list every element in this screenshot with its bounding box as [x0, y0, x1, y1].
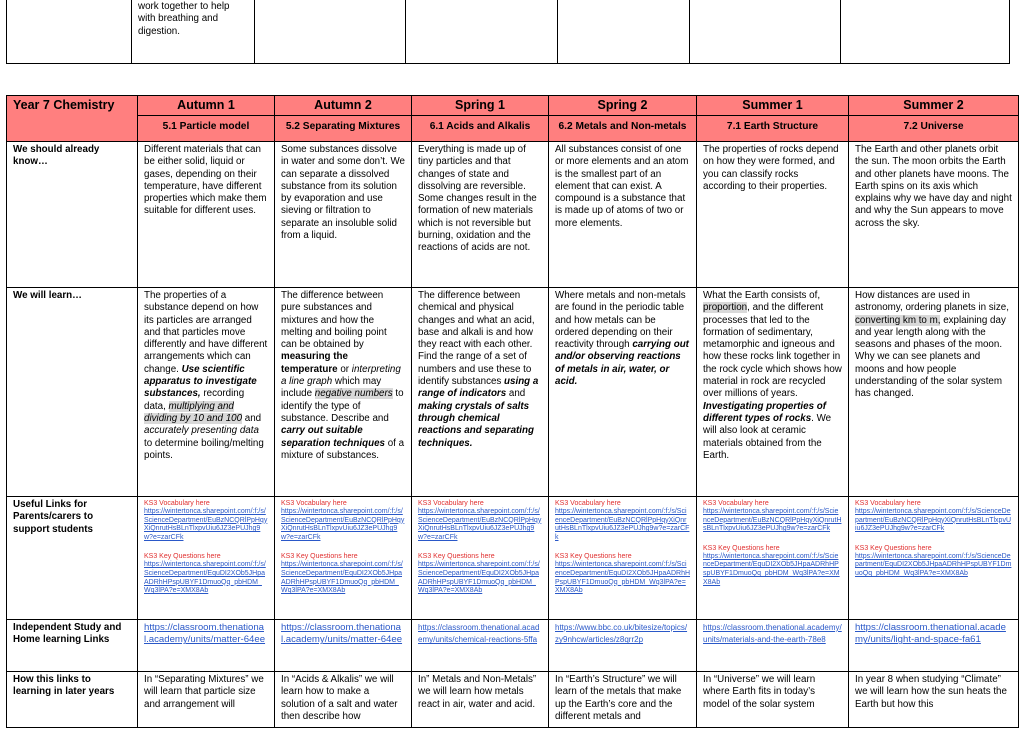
learn-text: , and the different processes that led to the formation of sedimentary, metamorphic and igneous and how these rocks link together in the rock cycle which shows how material in rock are recycled over millions of years.	[703, 302, 842, 400]
learn-text: The difference between pure substances and mixtures and how the melting and boiling point can be obtained by	[281, 290, 387, 351]
term-header: Summer 2	[849, 96, 1019, 116]
row-label-later: How this links to learning in later years	[7, 672, 138, 728]
links-cell	[138, 497, 275, 620]
term-header-row	[7, 96, 1019, 116]
later-row	[7, 672, 1019, 728]
vocabulary-link[interactable]: KS3 Vocabulary here	[144, 500, 210, 507]
row-label-independent: Independent Study and Home learning Links	[7, 620, 138, 672]
vocabulary-link[interactable]: KS3 Vocabulary here	[281, 500, 347, 507]
learn-text: . We will also look at ceramic materials obtained from the Earth.	[703, 412, 832, 461]
independent-link[interactable]: https://www.bbc.co.uk/bitesize/topics/zy9nhcw/articles/z8qrr2p	[555, 623, 688, 645]
know-cell: The properties of rocks depend on how they were formed, and you can classify rocks according to their properties.	[697, 142, 849, 288]
unit-header: 6.2 Metals and Non-metals	[549, 116, 697, 142]
empty-cell	[255, 0, 406, 64]
independent-link[interactable]: https://classroom.thenational.academy/units/matter-64ee	[144, 622, 266, 646]
vocabulary-url[interactable]: https://wintertonca.sharepoint.com/:f:/s/ScienceDepartment/EuBzNCQRlPpHqyXiQnrutHsBLnTlxpvUiu6JZ3ePUJhg9w?e=zarCFk	[555, 508, 690, 541]
learn-emphasis: using a range of indicators	[418, 376, 539, 400]
key-questions-url[interactable]: https://wintertonca.sharepoint.com/:f:/s/ScienceDepartment/EquDI2XOb5JHpaADRhHPspUBYF1DmuoQq_pbHDM_Wq3lPA?e=XMX8Ab	[855, 552, 1012, 577]
key-questions-url[interactable]: https://wintertonca.sharepoint.com/:f:/s/ScienceDepartment/EquDI2XOb5JHpaADRhHPspUBYF1DmuoQq_pbHDM_Wq3lPA?e=XMX8Ab	[418, 561, 540, 595]
independent-cell	[549, 620, 697, 672]
learn-text: What the Earth consists of,	[703, 290, 821, 301]
key-questions-url[interactable]: https://wintertonca.sharepoint.com/:f:/s/ScienceDepartment/EquDI2XOb5JHpaADRhHPspUBYF1DmuoQq_pbHDM_Wq3lPA?e=XMX8Ab	[555, 561, 691, 595]
unit-header: 5.2 Separating Mixtures	[275, 116, 412, 142]
learn-cell	[275, 288, 412, 497]
learn-text: How distances are used in astronomy, ordering planets in size,	[855, 290, 1009, 314]
unit-header: 6.1 Acids and Alkalis	[412, 116, 549, 142]
vocabulary-url[interactable]: https://wintertonca.sharepoint.com/:f:/s/ScienceDepartment/EuBzNCQRlPpHqyXiQnrutHsBLnTlxpvUiu6JZ3ePUJhg9w?e=zarCFk	[703, 508, 842, 533]
independent-link[interactable]: https://classroom.thenational.academy/units/light-and-space-fa61	[855, 622, 1006, 646]
key-questions-link[interactable]: KS3 Key Questions here	[418, 553, 495, 561]
know-cell: Different materials that can be either solid, liquid or gases, depending on their temperature, have different properties which make them suitable for different uses.	[138, 142, 275, 288]
know-cell: The Earth and other planets orbit the sun. The moon orbits the Earth and other planets have moons. The Earth spins on its axis which explains why we have day and night and why the Sun appears to move across the sky.	[849, 142, 1019, 288]
key-questions-link[interactable]: KS3 Key Questions here	[281, 553, 358, 561]
later-cell: In “Universe” we will learn where Earth fits in today’s model of the solar system	[697, 672, 849, 728]
learn-text: which may include	[281, 376, 382, 400]
key-questions-url[interactable]: https://wintertonca.sharepoint.com/:f:/s/ScienceDepartment/EquDI2XOb5JHpaADRhHPspUBYF1DmuoQq_pbHDM_Wq3lPA?e=XMX8Ab	[144, 561, 266, 595]
independent-link[interactable]: https://classroom.thenational.academy/units/chemical-reactions-5ffa	[418, 623, 540, 645]
links-row	[7, 497, 1019, 620]
row-label-learn: We will learn…	[7, 288, 138, 497]
independent-cell	[275, 620, 412, 672]
learn-emphasis: measuring the temperature	[281, 351, 348, 375]
unit-header: 7.1 Earth Structure	[697, 116, 849, 142]
learn-text: The properties of a substance depend on how its particles are arranged and that particles move differently and have different arrangements which can change.	[144, 290, 268, 375]
term-header: Spring 2	[549, 96, 697, 116]
term-header: Spring 1	[412, 96, 549, 116]
learn-text: explaining day and year length along with the seasons and phases of the moon. Why we can see planets and moons and how people understanding of the solar system has changed.	[855, 314, 1006, 400]
key-questions-link[interactable]: KS3 Key Questions here	[703, 544, 780, 552]
know-row	[7, 142, 1019, 288]
know-cell: Some substances dissolve in water and some don’t. We can separate a dissolved substance from its solution by evaporation and use sieving or filtration to separate an insoluble solid from a liquid.	[275, 142, 412, 288]
vocabulary-link[interactable]: KS3 Vocabulary here	[703, 500, 769, 507]
learn-emphasis: Use scientific apparatus to investigate substances,	[144, 363, 257, 400]
previous-table-fragment	[6, 0, 1010, 64]
learn-highlight: proportion	[703, 302, 748, 314]
term-header: Autumn 2	[275, 96, 412, 116]
independent-link[interactable]: https://classroom.thenational.academy/units/materials-and-the-earth-78e8	[703, 623, 842, 645]
key-questions-link[interactable]: KS3 Key Questions here	[144, 553, 221, 561]
table-cell: work together to help with breathing and digestion.	[132, 0, 255, 64]
row-label-know: We should already know…	[7, 142, 138, 288]
vocabulary-url[interactable]: https://wintertonca.sharepoint.com/:f:/s/ScienceDepartment/EuBzNCQRlPpHqyXiQnrutHsBLnTlxpvUiu6JZ3ePUJhg9w?e=zarCFk	[281, 508, 405, 541]
independent-cell	[412, 620, 549, 672]
learn-emphasis: carry out suitable separation techniques	[281, 425, 385, 449]
learn-text: and	[506, 388, 526, 400]
learn-row	[7, 288, 1019, 497]
learn-text: recording data,	[144, 388, 245, 412]
vocabulary-url[interactable]: https://wintertonca.sharepoint.com/:f:/s/ScienceDepartment/EuBzNCQRlPpHqyXiQnrutHsBLnTlxpvUiu6JZ3ePUJhg9w?e=zarCFk	[855, 508, 1011, 533]
vocabulary-link[interactable]: KS3 Vocabulary here	[855, 500, 921, 507]
unit-header: 5.1 Particle model	[138, 116, 275, 142]
independent-cell	[849, 620, 1019, 672]
key-questions-url[interactable]: https://wintertonca.sharepoint.com/:f:/s/ScienceDepartment/EquDI2XOb5JHpaADRhHPspUBYF1DmuoQq_pbHDM_Wq3lPA?e=XMX8Ab	[281, 561, 403, 595]
later-cell: In year 8 when studying “Climate” we will learn how the sun heats the Earth but how this	[849, 672, 1019, 728]
learn-emphasis: making crystals of salts through chemical reactions and separating techniques.	[418, 400, 534, 449]
year-title: Year 7 Chemistry	[7, 96, 138, 142]
learn-italic: accurately presenting data	[144, 425, 259, 437]
vocabulary-link[interactable]: KS3 Vocabulary here	[418, 500, 484, 507]
learn-cell	[412, 288, 549, 497]
links-cell	[549, 497, 697, 620]
links-cell	[849, 497, 1019, 620]
vocabulary-url[interactable]: https://wintertonca.sharepoint.com/:f:/s/ScienceDepartment/EuBzNCQRlPpHqyXiQnrutHsBLnTlxpvUiu6JZ3ePUJhg9w?e=zarCFk	[144, 508, 268, 541]
vocabulary-url[interactable]: https://wintertonca.sharepoint.com/:f:/s/ScienceDepartment/EuBzNCQRlPpHqyXiQnrutHsBLnTlxpvUiu6JZ3ePUJhg9w?e=zarCFk	[418, 508, 542, 541]
learn-text: to determine boiling/melting points.	[144, 437, 264, 461]
learn-text: to identify the type of substance. Describe and	[281, 388, 404, 424]
term-header: Summer 1	[697, 96, 849, 116]
learn-highlight: negative numbers	[314, 388, 393, 400]
independent-link[interactable]: https://classroom.thenational.academy/units/matter-64ee	[281, 622, 403, 646]
learn-text: Where metals and non-metals are found in the periodic table and how metals can be ordered depending on their reactivity through	[555, 290, 686, 351]
learn-text: of a mixture of substances.	[281, 437, 405, 461]
unit-header: 7.2 Universe	[849, 116, 1019, 142]
learn-text: The difference between chemical and physical changes and what an acid, base and alkali is and how they react with each other. Find the range of a set of numbers and use these to identify substances	[418, 290, 535, 388]
empty-cell	[7, 0, 132, 64]
learn-emphasis: Investigating properties of different types of rocks	[703, 400, 827, 424]
learn-text: and	[242, 412, 262, 424]
unit-header-row	[7, 116, 1019, 142]
learn-emphasis: carrying out and/or observing reactions of metals in air, water, or acid.	[555, 339, 689, 388]
key-questions-link[interactable]: KS3 Key Questions here	[855, 544, 932, 552]
links-cell	[275, 497, 412, 620]
term-header: Autumn 1	[138, 96, 275, 116]
learn-cell	[138, 288, 275, 497]
learn-cell	[849, 288, 1019, 497]
curriculum-table	[6, 95, 1019, 728]
later-cell: In” Metals and Non-Metals” we will learn how metals react in air, water and acid.	[412, 672, 549, 728]
key-questions-link[interactable]: KS3 Key Questions here	[555, 553, 632, 561]
learn-cell	[549, 288, 697, 497]
independent-cell	[138, 620, 275, 672]
learn-cell	[697, 288, 849, 497]
learn-highlight: converting km to m,	[855, 314, 941, 326]
links-cell	[697, 497, 849, 620]
later-cell: In “Acids & Alkalis” we will learn how to make a solution of a salt and water then describe how	[275, 672, 412, 728]
empty-cell	[558, 0, 690, 64]
vocabulary-link[interactable]: KS3 Vocabulary here	[555, 500, 621, 507]
learn-italic: interpreting a line graph	[281, 363, 401, 388]
later-cell: In “Earth’s Structure” we will learn of the metals that make up the Earth’s core and the different metals and	[549, 672, 697, 728]
learn-text: or	[337, 363, 352, 375]
row-label-links: Useful Links for Parents/carers to support students	[7, 497, 138, 620]
links-cell	[412, 497, 549, 620]
know-cell: Everything is made up of tiny particles and that changes of state and dissolving are reversible. Some changes result in the formation of new materials which is not reversible but burning, oxidation and the reactions of acids are not.	[412, 142, 549, 288]
independent-row	[7, 620, 1019, 672]
learn-highlight: multiplying and dividing by 10 and 100	[144, 400, 243, 424]
empty-cell	[690, 0, 841, 64]
empty-cell	[841, 0, 1010, 64]
previous-table-row	[7, 0, 1010, 64]
key-questions-url[interactable]: https://wintertonca.sharepoint.com/:f:/s/ScienceDepartment/EquDI2XOb5JHpaADRhHPspUBYF1DmuoQq_pbHDM_Wq3lPA?e=XMX8Ab	[703, 552, 840, 586]
later-cell: In “Separating Mixtures” we will learn that particle size and arrangement will	[138, 672, 275, 728]
independent-cell	[697, 620, 849, 672]
empty-cell	[406, 0, 558, 64]
know-cell: All substances consist of one or more elements and an atom is the smallest part of an element that can exist. A compound is a substance that is made up of atoms of two or more elements.	[549, 142, 697, 288]
